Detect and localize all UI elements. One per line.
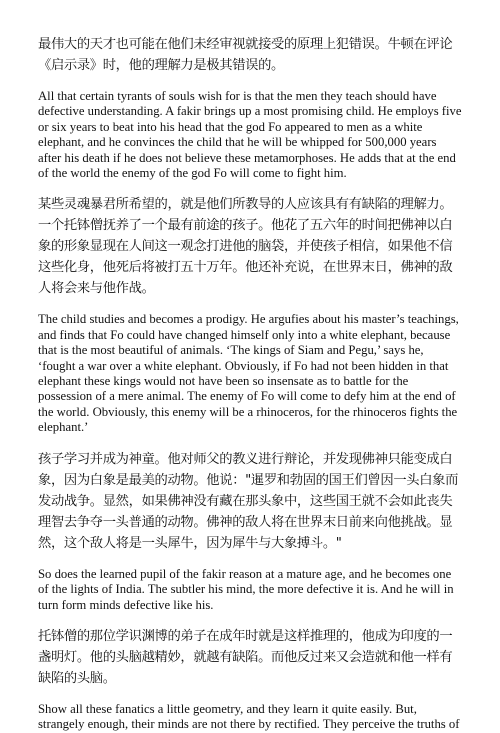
- paragraph-en-3: So does the learned pupil of the fakir reason at a mature age, and he becomes one of the lights of India. The subtler his mind, the more defective it is. And he will in turn form minds defective like his.: [38, 566, 454, 612]
- paragraph-en-2: The child studies and becomes a prodigy. He argufies about his master’s teachings, and finds that Fo could have changed himself only into a white elephant, because that is the most beautiful of animals. ‘The kings of Siam and Pegu,’ says he, ‘fought a war over a white elephant. Obviously, if Fo had not been hidden in that elephant these kings would not have been so insensate as to battle for the possession of a mere animal. The enemy of Fo will come to defy him at the end of the world. Obviously, this enemy will be a rhinoceros, for the rhinoceros fights the elephant.’: [38, 312, 459, 435]
- paragraph-en-4: Show all these fanatics a little geometry, and they learn it quite easily. But, strangely enough, their minds are not there by rectified. They perceive the truths of: [38, 701, 460, 732]
- paragraph-en-1: All that certain tyrants of souls wish for is that the men they teach should have defective understanding. A fakir brings up a most promising child. He employs five or six years to beat into his head that the god Fo appeared to men as a white elephant, and he convinces the child that he will be whipped for 500,000 years after his death if he does not believe these metamorphoses. He adds that at the end of the world the enemy of the god Fo will come to fight him.: [38, 89, 462, 181]
- paragraph-zh-3: 孩子学习并成为神童。他对师父的教义进行辩论，并发现佛神只能变成白象，因为白象是最美的动物。他说："暹罗和勃固的国王们曾因一头白象而发动战争。显然，如果佛神没有藏在那头象中，这些国王就不会如此丧失理智去争夺一头普通的动物。佛神的敌人将在世界末日前来向他挑战。显然，这个敌人将是一头犀牛，因为犀牛与大象搏斗。": [38, 451, 459, 551]
- paragraph-zh-4: 托钵僧的那位学识渊博的弟子在成年时就是这样推理的，他成为印度的一盏明灯。他的头脑越精妙，就越有缺陷。而他反过来又会造就和他一样有缺陷的头脑。: [38, 628, 453, 686]
- paragraph-zh-2: 某些灵魂暴君所希望的，就是他们所教导的人应该具有有缺陷的理解力。一个托钵僧抚养了一个最有前途的孩子。他花了五六年的时间把佛神以白象的形象显现在人间这一观念打进他的脑袋，并使孩子相信，如果他不信这些化身，他死后将被打五十万年。他还补充说，在世界末日，佛神的敌人将会来与他作战。: [38, 197, 453, 297]
- paragraph-zh-1: 最伟大的天才也可能在他们未经审视就接受的原理上犯错误。牛顿在评论《启示录》时，他的理解力是极其错误的。: [38, 37, 453, 73]
